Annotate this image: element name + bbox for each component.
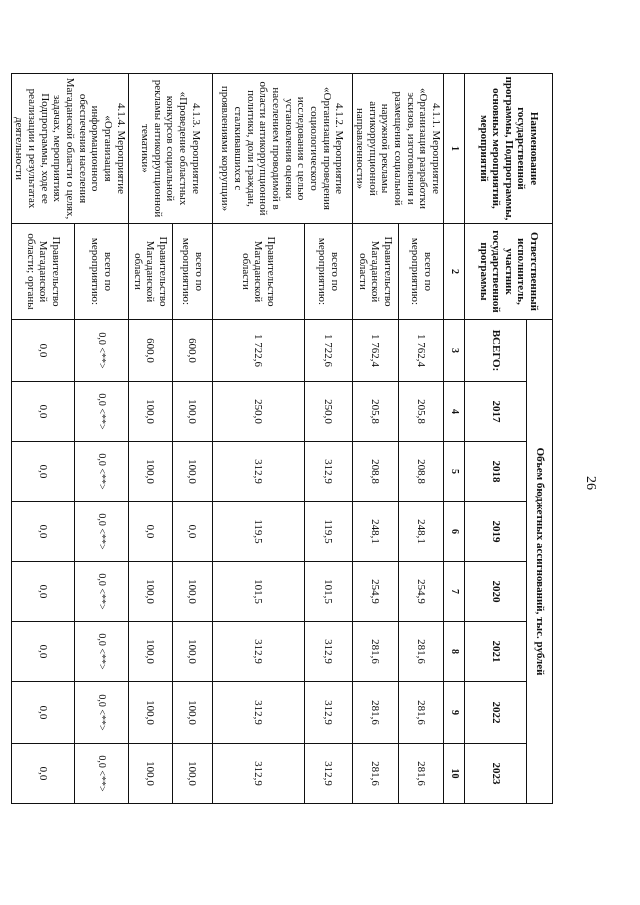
budget-value: 100,0 [172, 382, 212, 442]
activity-name: 4.1.2. Мероприятие «Организация проведения социологического исследования с целью установления оценки населением проводимой в области антикоррупционной политики, доли граждан, сталкивавшихся с проявлениями коррупции» [212, 74, 352, 224]
budget-value: 100,0 [128, 562, 172, 622]
budget-value: 205,8 [352, 382, 398, 442]
column-number: 9 [444, 682, 465, 744]
budget-value: 600,0 [128, 320, 172, 382]
budget-value: 254,9 [398, 562, 443, 622]
budget-value: 0,0 <**> [75, 502, 129, 562]
page-number: 26 [583, 476, 598, 490]
budget-value: 208,8 [352, 442, 398, 502]
budget-value: 312,9 [304, 622, 352, 682]
budget-value: 208,8 [398, 442, 443, 502]
rotated-table-wrapper [13, 73, 553, 803]
budget-table [11, 73, 553, 804]
column-number: 3 [444, 320, 465, 382]
budget-value: 0,0 [11, 320, 74, 382]
budget-value: 100,0 [172, 442, 212, 502]
executor-cell: всего по мероприятию: [304, 224, 352, 320]
executor-cell: Правительство Магаданской области; органы [11, 224, 74, 320]
header-year: 2023 [465, 744, 527, 804]
header-year: 2022 [465, 682, 527, 744]
column-number: 5 [444, 442, 465, 502]
table-row [304, 74, 352, 804]
budget-value: 0,0 <**> [75, 382, 129, 442]
budget-value: 100,0 [128, 682, 172, 744]
budget-value: 0,0 [11, 562, 74, 622]
executor-cell: Правительство Магаданской области [212, 224, 304, 320]
budget-value: 119,5 [304, 502, 352, 562]
activity-name: 4.1.3. Мероприятие «Проведение областных конкурсов социальной рекламы антикоррупционной тематики» [128, 74, 212, 224]
budget-value: 0,0 [11, 502, 74, 562]
budget-value: 0,0 [11, 622, 74, 682]
budget-value: 100,0 [172, 744, 212, 804]
budget-value: 600,0 [172, 320, 212, 382]
budget-value: 0,0 <**> [75, 682, 129, 744]
executor-cell: Правительство Магаданской области [352, 224, 398, 320]
budget-value: 1 722,6 [304, 320, 352, 382]
budget-value: 281,6 [352, 622, 398, 682]
column-number: 10 [444, 744, 465, 804]
column-number: 2 [444, 224, 465, 320]
header-year: 2021 [465, 622, 527, 682]
budget-value: 1 762,4 [352, 320, 398, 382]
activity-name: 4.1.1. Мероприятие «Организация разработки эскизов, изготовления и размещения социальной наружной рекламы антикоррупционной направленности» [352, 74, 443, 224]
budget-value: 312,9 [212, 622, 304, 682]
budget-value: 1 762,4 [398, 320, 443, 382]
header-year: 2020 [465, 562, 527, 622]
budget-value: 205,8 [398, 382, 443, 442]
budget-value: 100,0 [172, 682, 212, 744]
column-number: 1 [444, 74, 465, 224]
budget-value: 250,0 [212, 382, 304, 442]
column-number: 7 [444, 562, 465, 622]
budget-value: 100,0 [172, 622, 212, 682]
budget-value: 100,0 [128, 744, 172, 804]
budget-value: 0,0 [11, 682, 74, 744]
budget-value: 254,9 [352, 562, 398, 622]
budget-value: 0,0 [128, 502, 172, 562]
budget-value: 312,9 [212, 744, 304, 804]
budget-value: 0,0 [172, 502, 212, 562]
budget-value: 281,6 [398, 622, 443, 682]
header-executor: Ответственный исполнитель, участник государственной программы [465, 224, 553, 320]
budget-value: 101,5 [212, 562, 304, 622]
budget-value: 250,0 [304, 382, 352, 442]
budget-value: 312,9 [212, 442, 304, 502]
budget-value: 281,6 [352, 744, 398, 804]
budget-value: 0,0 <**> [75, 744, 129, 804]
budget-value: 119,5 [212, 502, 304, 562]
budget-value: 0,0 <**> [75, 442, 129, 502]
budget-value: 281,6 [398, 682, 443, 744]
table-row [75, 74, 129, 804]
budget-value: 0,0 [11, 442, 74, 502]
column-number: 6 [444, 502, 465, 562]
budget-value: 100,0 [172, 562, 212, 622]
header-year: 2018 [465, 442, 527, 502]
budget-value: 0,0 [11, 382, 74, 442]
header-year: 2017 [465, 382, 527, 442]
activity-name: 4.1.4. Мероприятие «Организация информационного обеспечения населения Магаданской области о целях, задачах, мероприятиях Подпрограммы, ходе ее реализации и результатах деятельности [11, 74, 128, 224]
budget-value: 248,1 [398, 502, 443, 562]
budget-value: 312,9 [304, 442, 352, 502]
budget-value: 100,0 [128, 382, 172, 442]
table-row [398, 74, 443, 804]
budget-value: 0,0 <**> [75, 622, 129, 682]
budget-value: 248,1 [352, 502, 398, 562]
column-number: 8 [444, 622, 465, 682]
budget-value: 100,0 [128, 622, 172, 682]
table-row [172, 74, 212, 804]
budget-value: 312,9 [212, 682, 304, 744]
executor-cell: всего по мероприятию: [398, 224, 443, 320]
budget-value: 0,0 <**> [75, 562, 129, 622]
header-name: Наименование государственной программы, Подпрограммы, основных мероприятий, мероприятий [465, 74, 553, 224]
budget-value: 101,5 [304, 562, 352, 622]
budget-value: 312,9 [304, 682, 352, 744]
header-year: 2019 [465, 502, 527, 562]
budget-value: 1 722,6 [212, 320, 304, 382]
budget-value: 0,0 [11, 744, 74, 804]
executor-cell: всего по мероприятию: [75, 224, 129, 320]
executor-cell: всего по мероприятию: [172, 224, 212, 320]
column-number: 4 [444, 382, 465, 442]
header-budget: Объем бюджетных ассигнований, тыс. рублей [527, 320, 553, 804]
budget-value: 100,0 [128, 442, 172, 502]
header-year: ВСЕГО: [465, 320, 527, 382]
budget-value: 281,6 [398, 744, 443, 804]
executor-cell: Правительство Магаданской области [128, 224, 172, 320]
budget-value: 0,0 <**> [75, 320, 129, 382]
budget-value: 312,9 [304, 744, 352, 804]
budget-value: 281,6 [352, 682, 398, 744]
